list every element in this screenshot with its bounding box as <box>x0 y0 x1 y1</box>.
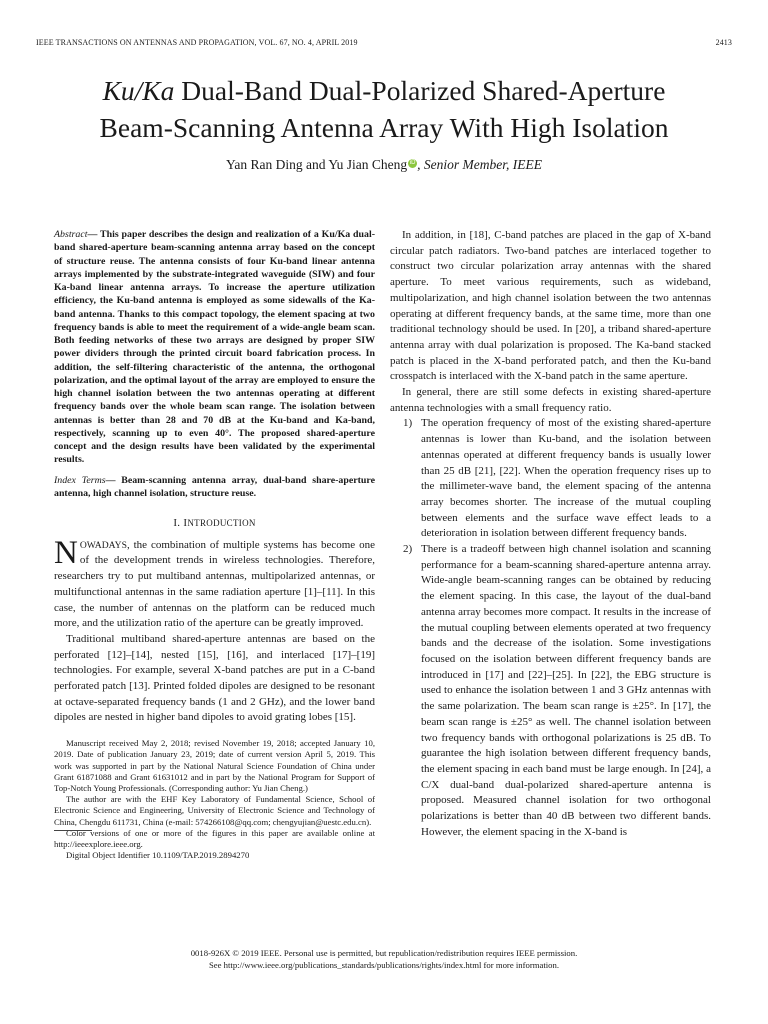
list-item: 2) There is a tradeoff between high channel isolation and scanning performance for a beam-scanning shared-aperture antenna array. Wide-angle beam-scanning ranges can be obtained by reducing the element spacing. In this case, the layout of the dual-band antenna array becomes more compact. It results in the increase of the mutual coupling between elements operated at two frequency bands and the decrease of the isolation. Some investigations focused on the isolation between different frequency bands are introduced in [17] and [22]–[25]. In [22], the EBG structure is used to enhance the isolation between 1 and 3 GHz antennas with the same polarization. The beam scan range is ±25°. In [17], the beam scan range is ±25° as well. The channel isolation between two frequency bands with orthogonal polarizations is 25 dB. To guarantee the high isolation between different frequency bands, the element spacing in each band must be large enough. In [24], a C/X dual-band dual-polarized shared-aperture antenna is proposed. Measured channel isolation for two orthogonal polarizations is better than 40 dB between two different bands. However, the element spacing in the X-band is <box>403 543 711 838</box>
footnote-rule <box>54 830 92 831</box>
left-column <box>54 228 375 861</box>
right-paragraph-1: In addition, in [18], C-band patches are placed in the gap of X-band circular patch radiators. Two-band patches are interlaced together to construct two circular polarization array antennas with the shared aperture. To meet various requirements, such as wideband, multipolarization, and high channel isolation between the two antennas operating at different frequency bands, at the same time, more than one traditional technology should be used. In [20], a triband shared-aperture antenna array with dual polarization is proposed. The Ka-band stacked patch is placed in the X-band perforated patch, and then the Ku-band crosspatch is interlaced with the X-band patch in the same aperture. <box>390 229 711 383</box>
drop-cap: N <box>54 534 78 571</box>
author-line <box>0 157 768 173</box>
abstract-lead: Abstract <box>54 229 88 240</box>
author-names: Yan Ran Ding and Yu Jian Cheng <box>226 157 408 172</box>
footnote-color: Color versions of one or more of the figures in this paper are available online at http://ieeexplore.ieee.org. <box>54 827 375 849</box>
index-terms-lead: Index Terms <box>54 474 106 486</box>
author-membership: , Senior Member, IEEE <box>417 157 542 172</box>
footnote-manuscript: Manuscript received May 2, 2018; revised November 19, 2018; accepted January 10, 2019. Date of publication January 23, 2019; date of current version April 5, 2019. This work was supported in part by the National Natural Science Foundation of China under Grant 61871088 and Grant 61631012 and in part by the National Program for Support of Top-Notch Young Professionals. (Corresponding author: Yu Jian Cheng.) <box>54 738 375 793</box>
index-terms-text: — Beam-scanning antenna array, dual-band share-aperture antenna, high channel isolation, structure reuse. <box>54 474 375 499</box>
index-terms <box>54 474 375 501</box>
copyright-footer <box>0 948 768 972</box>
copyright-line: 0018-926X © 2019 IEEE. Personal use is permitted, but republication/redistribution requires IEEE permission. <box>190 948 578 958</box>
title-band-italic: Ku/Ka <box>102 75 175 106</box>
running-header <box>36 38 732 47</box>
doi[interactable]: Digital Object Identifier 10.1109/TAP.2019.2894270 <box>66 850 250 861</box>
title-line-2: Beam-Scanning Antenna Array With High Isolation <box>99 112 669 143</box>
list-item: 1) The operation frequency of most of the existing shared-aperture antennas is lower than Ku-band, and the isolation between antennas operated at different frequency bands is usually lower than 25 dB [21], [22]. When the operation frequency rises up to the millimeter-wave band, the element spacing of the antenna array becomes shorter. The increase of the mutual coupling between elements and the surface wave effect leads to a deterioration in isolation between different frequency bands. <box>403 417 711 540</box>
section-heading-introduction: I. INTRODUCTION <box>173 517 256 529</box>
journal-name: IEEE TRANSACTIONS ON ANTENNAS AND PROPAGATION, VOL. 67, NO. 4, APRIL 2019 <box>36 38 358 47</box>
right-paragraph-2: In general, there are still some defects in existing shared-aperture antenna technologies with a small frequency ratio. <box>390 386 711 414</box>
rights-link-line[interactable]: See http://www.ieee.org/publications_standards/publications/rights/index.html for more information. <box>208 959 560 970</box>
first-page-footnote <box>54 738 375 861</box>
page-number: 2413 <box>715 38 732 47</box>
abstract-text: — This paper describes the design and realization of a Ku/Ka dual-band shared-aperture beam-scanning antenna array based on the concept of structure reuse. The antenna consists of four Ku-band linear antenna arrays implemented by the substrate-integrated waveguide (SIW) and four Ka-band linear antenna arrays. To increase the aperture utilization efficiency, the Ku-band antenna is employed as some sidewalls of the Ka-band antenna. Thanks to this compact topology, the element spacing at two frequency bands is able to meet the requirement of a wide-angle beam scan. Both feeding networks of these two arrays are designed by proper SIW power dividers through the printed circuit board fabrication process. In addition, the self-filtering characteristic of the antenna, the orthogonal polarization, and the optimal layout of the array are employed to ensure the high channel isolation between the two antennas operating at different frequency bands over the whole beam scan range. The isolation between antennas is better than 28 and 70 dB at the Ku-band and Ka-band, respectively, scanning up to even 40°. The proposed shared-aperture concept and the design results have been validated by the experimental results. <box>54 229 375 466</box>
paper-title <box>20 72 748 146</box>
defects-list <box>390 416 711 840</box>
abstract <box>54 228 375 467</box>
right-column <box>390 228 711 840</box>
footnote-affiliation: The author are with the EHF Key Laboratory of Fundamental Science, School of Electronic Science and Engineering, University of Electronic Science and Technology of China, Chengdu 611731, China (e-mail: 574266108@qq.com; chengyujian@uestc.edu.cn). <box>54 794 375 827</box>
intro-paragraph-2: Traditional multiband shared-aperture antennas are based on the perforated [12]–[14], nested [15], [16], and interlaced [17]–[19] technologies. For example, several X-band patches are put in a C-band perforated patch [13]. Printed folded dipoles are designed to be resonant at octave-separated frequency bands (1 and 2 GHz), and the lower band dipoles are nested in higher band dipoles to avoid grating lobes [15]. <box>54 632 375 724</box>
title-line-1: Dual-Band Dual-Polarized Shared-Aperture <box>181 75 666 106</box>
intro-paragraph-1: NOWADAYS, the combination of multiple systems has become one of the development trends in wireless technologies. Therefore, researchers try to put multiband antennas, multipolarized antennas, or multifunctional antennas in the same radiation aperture [1]–[11]. In this case, the number of antennas on the platform can be reduced much more, and the utilization ratio of the aperture can be greatly improved. <box>54 534 375 630</box>
orcid-icon[interactable]: iD <box>409 160 416 166</box>
